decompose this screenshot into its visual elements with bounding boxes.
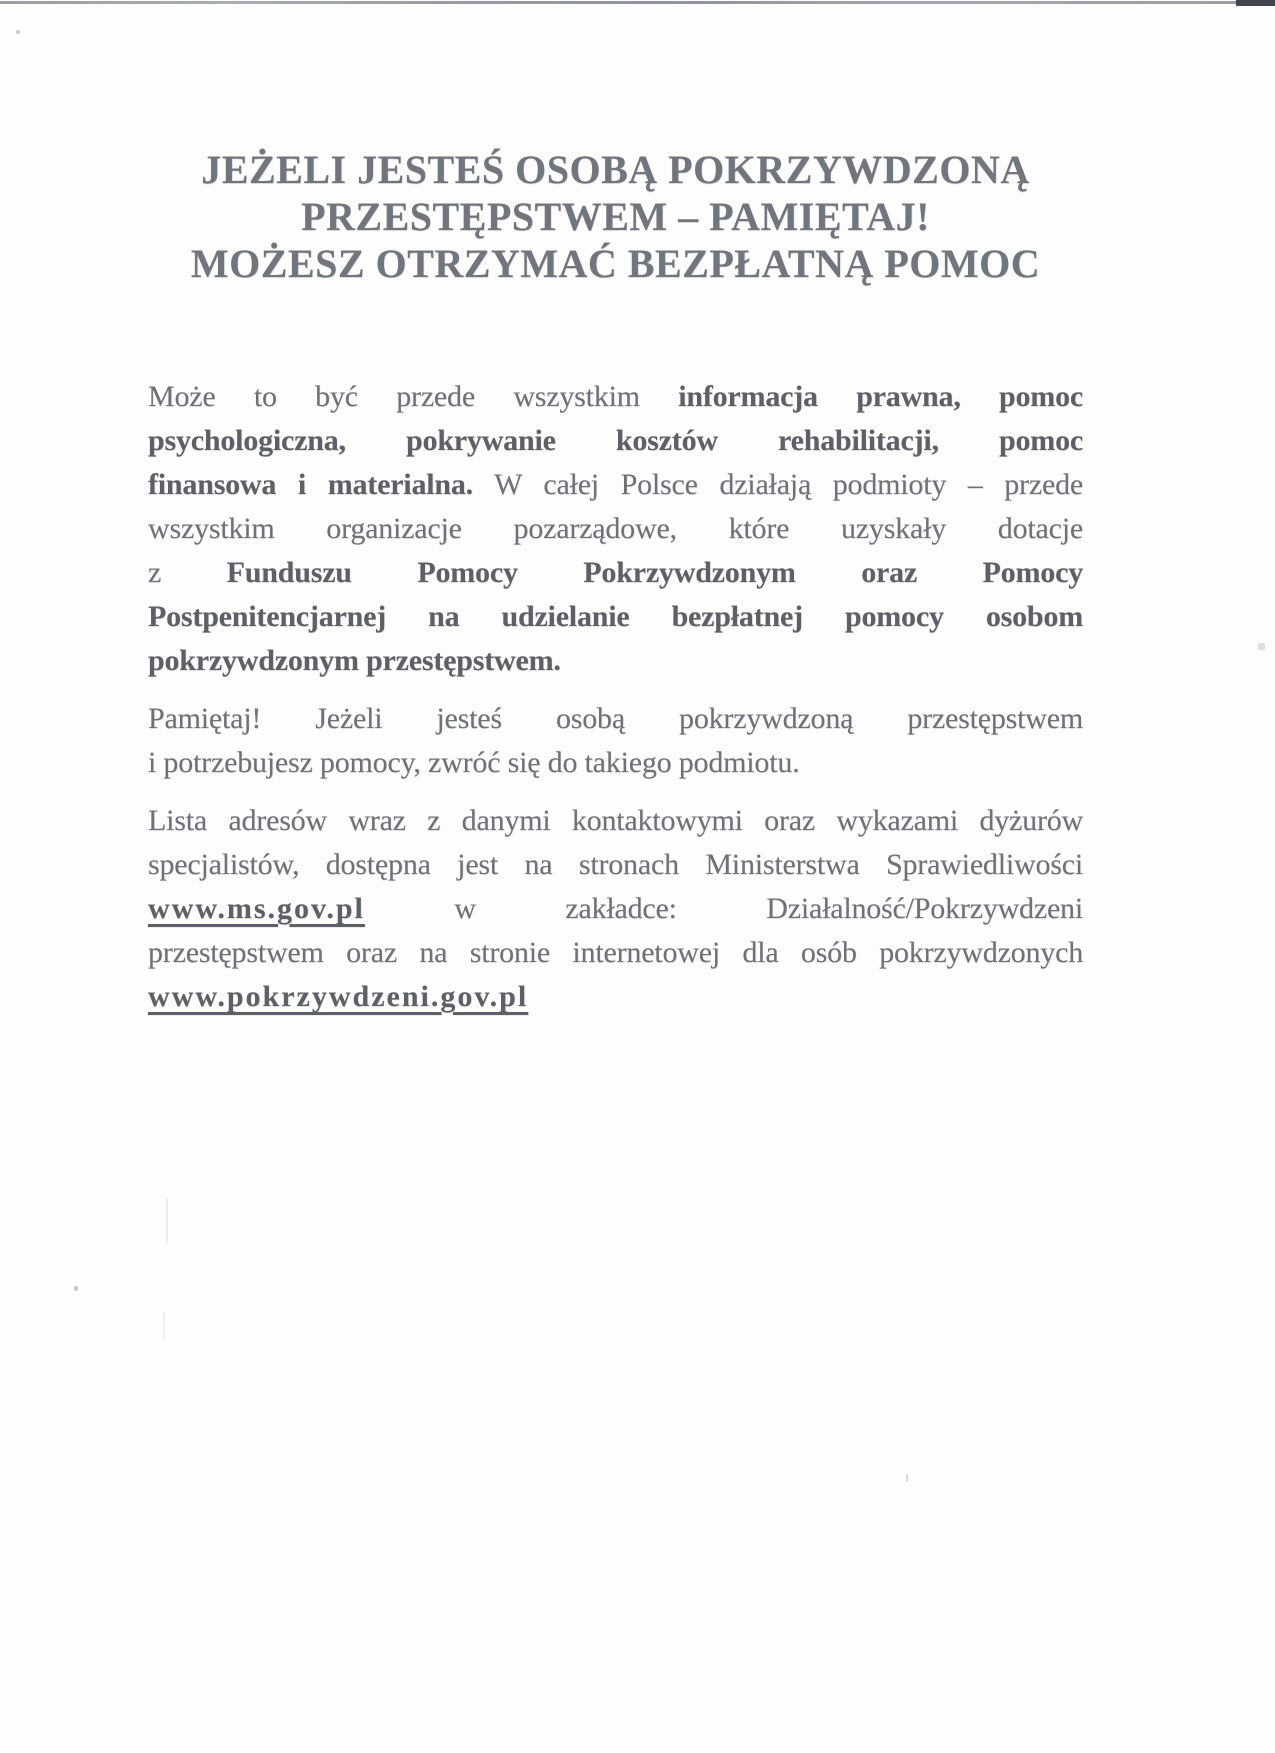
text-line [148,741,1083,785]
link-www-pokrzywdzeni-gov-pl[interactable]: www.pokrzywdzeni.gov.pl [148,980,529,1013]
document-content [148,0,1083,1019]
text-segment: i potrzebujesz pomocy, zwróć się do takiego podmiotu. [148,746,800,779]
text-segment: specjalistów, dostępna jest na stronach Ministerstwa Sprawiedliwości [148,848,1083,881]
text-line [148,419,1083,463]
text-line [148,375,1083,419]
text-line [148,843,1083,887]
scan-artifact-top-right-corner [1236,0,1275,6]
text-line [148,799,1083,843]
text-segment: Pamiętaj! Jeżeli jesteś osobą pokrzywdzoną przestępstwem [148,702,1083,735]
text-segment: pokrzywdzonym przestępstwem. [148,644,561,677]
text-segment: Funduszu Pomocy Pokrzywdzonym oraz Pomocy [226,556,1083,589]
text-segment: przestępstwem oraz na stronie internetowej dla osób pokrzywdzonych [148,936,1083,969]
text-line [148,931,1083,975]
title-line-2: PRZESTĘPSTWEM – PAMIĘTAJ! [301,194,930,239]
text-segment: Może to być przede wszystkim [148,380,679,413]
text-line [148,975,1083,1019]
text-segment: finansowa i materialna. [148,468,473,501]
text-segment: w zakładce: Działalność/Pokrzywdzeni [364,892,1083,925]
text-line [148,507,1083,551]
scan-speck [74,1286,78,1291]
text-segment: W całej Polsce działają podmioty – przede [472,468,1083,501]
text-line [148,697,1083,741]
text-line [148,887,1083,931]
scan-streak [166,1198,168,1244]
text-segment: Lista adresów wraz z danymi kontaktowymi oraz wykazami dyżurów [148,804,1083,837]
text-segment: psychologiczna, pokrywanie kosztów rehabilitacji, pomoc [148,424,1083,457]
scan-speck [906,1474,908,1482]
title-line-3: MOŻESZ OTRZYMAĆ BEZPŁATNĄ POMOC [190,241,1041,286]
text-segment: informacja prawna, pomoc [678,380,1083,413]
paragraph-1 [148,375,1083,683]
scan-streak [163,1312,165,1340]
paragraphs [148,375,1083,1019]
text-segment: Postpenitencjarnej na udzielanie bezpłatnej pomocy osobom [148,600,1083,633]
text-segment: z [148,556,227,589]
document-title [148,146,1083,287]
text-segment: wszystkim organizacje pozarządowe, które uzyskały dotacje [148,512,1083,545]
text-line [148,595,1083,639]
text-line [148,639,1083,683]
paragraph-2 [148,697,1083,785]
title-line-1: JEŻELI JESTEŚ OSOBĄ POKRZYWDZONĄ [201,147,1030,192]
paragraph-3 [148,799,1083,1019]
text-line [148,463,1083,507]
link-www-ms-gov-pl[interactable]: www.ms.gov.pl [148,892,365,925]
scan-speck [16,30,20,34]
text-line [148,551,1083,595]
scan-speck [1258,643,1265,650]
